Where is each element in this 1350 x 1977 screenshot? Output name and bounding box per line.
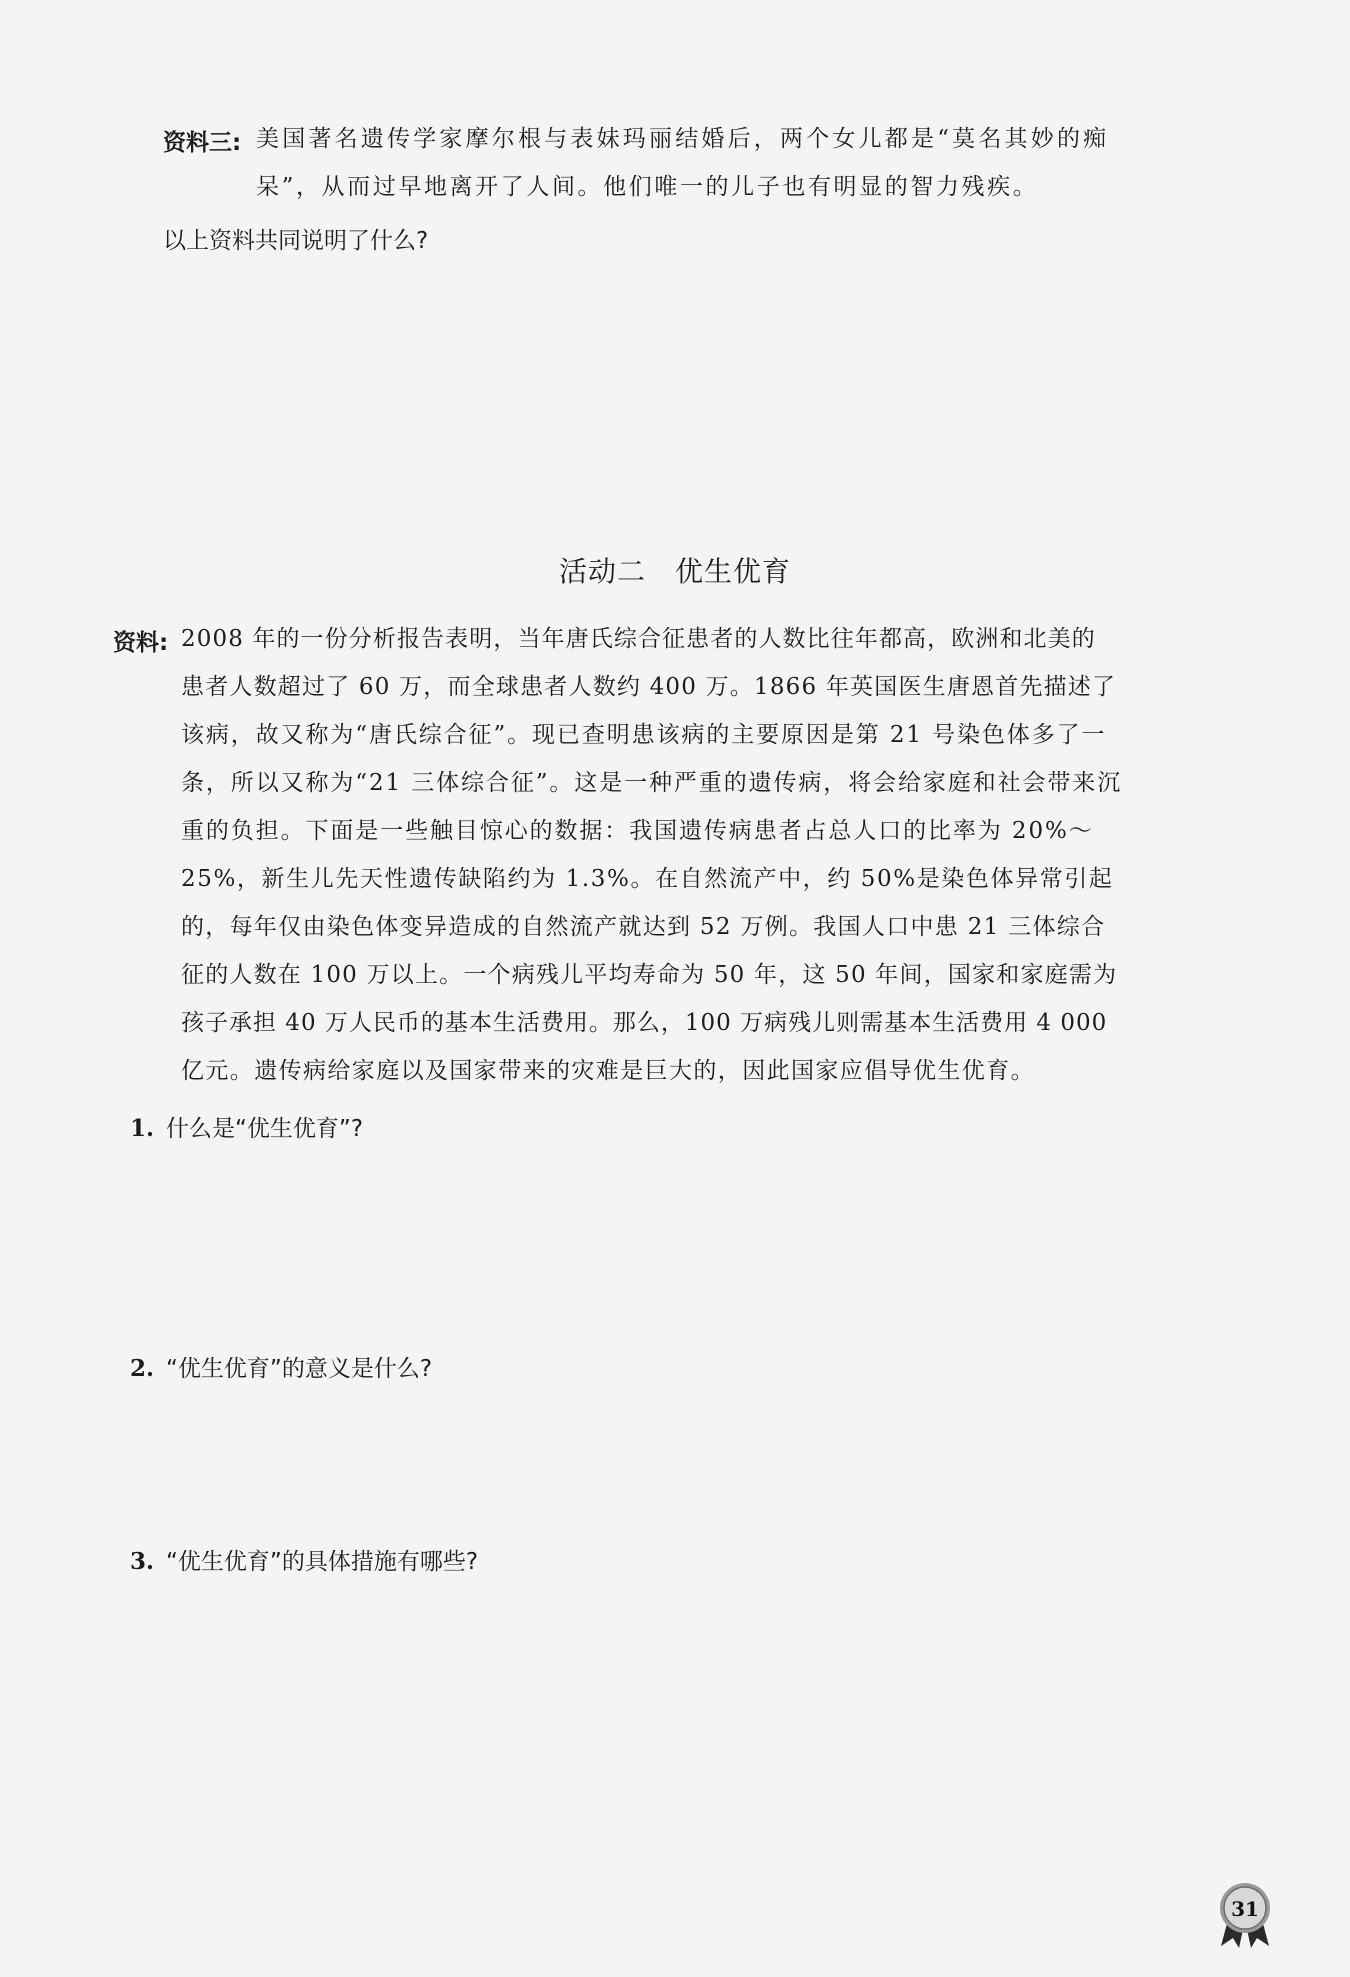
material-line: 25%，新生儿先天性遗传缺陷约为 1.3%。在自然流产中，约 50%是染色体异常引起 — [181, 866, 1114, 892]
material-label: 资料: — [113, 630, 169, 656]
question-item — [130, 1110, 363, 1143]
material-line: 孩子承担 40 万人民币的基本生活费用。那么，100 万病残儿则需基本生活费用 4 000 — [181, 1010, 1108, 1036]
page-number: 31 — [1231, 1897, 1259, 1921]
question-item — [130, 1350, 432, 1383]
material-line: 该病，故又称为“唐氏综合征”。现已查明患该病的主要原因是第 21 号染色体多了一 — [181, 722, 1107, 748]
question-number: 3. — [130, 1548, 155, 1575]
activity-title: 活动二 优生优育 — [558, 555, 791, 588]
summary-question: 以上资料共同说明了什么? — [163, 228, 429, 254]
material-three-line: 呆”，从而过早地离开了人间。他们唯一的儿子也有明显的智力残疾。 — [256, 174, 1039, 200]
material-line: 亿元。遗传病给家庭以及国家带来的灾难是巨大的，因此国家应倡导优生优育。 — [181, 1058, 1035, 1084]
material-line: 2008 年的一份分析报告表明，当年唐氏综合征患者的人数比往年都高，欧洲和北美的 — [181, 626, 1096, 652]
page-number-badge — [1215, 1880, 1275, 1950]
question-text: 什么是“优生优育”? — [166, 1116, 364, 1142]
material-line: 征的人数在 100 万以上。一个病残儿平均寿命为 50 年，这 50 年间，国家和家庭需为 — [181, 962, 1118, 988]
question-item — [130, 1543, 478, 1576]
material-line: 的，每年仅由染色体变异造成的自然流产就达到 52 万例。我国人口中患 21 三体综合 — [181, 914, 1106, 940]
question-number: 1. — [130, 1115, 155, 1142]
question-number: 2. — [130, 1355, 155, 1382]
material-three-label: 资料三: — [163, 130, 242, 156]
question-text: “优生优育”的意义是什么? — [166, 1356, 433, 1382]
material-line: 患者人数超过了 60 万，而全球患者人数约 400 万。1866 年英国医生唐恩首先描述了 — [181, 674, 1117, 700]
material-three-line: 美国著名遗传学家摩尔根与表妹玛丽结婚后，两个女儿都是“莫名其妙的痴 — [256, 126, 1110, 152]
medal-icon — [1215, 1880, 1275, 1950]
material-line: 重的负担。下面是一些触目惊心的数据：我国遗传病患者占总人口的比率为 20%～ — [181, 818, 1094, 844]
question-text: “优生优育”的具体措施有哪些? — [166, 1549, 479, 1575]
material-line: 条，所以又称为“21 三体综合征”。这是一种严重的遗传病，将会给家庭和社会带来沉 — [181, 770, 1123, 796]
